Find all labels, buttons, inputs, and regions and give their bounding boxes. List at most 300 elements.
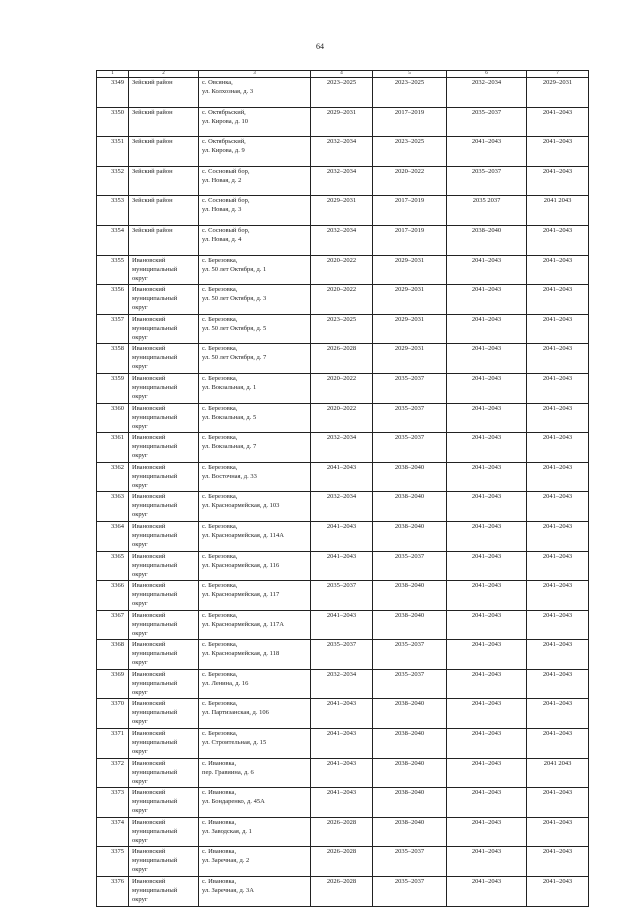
district-line: округ <box>132 896 148 904</box>
district-cell <box>129 462 199 492</box>
district-line: муниципальный <box>132 295 178 303</box>
period-cell-c4: 2041–2043 <box>311 551 373 581</box>
district-cell <box>129 196 199 226</box>
address-line: с. Ивановка, <box>202 848 237 856</box>
address-line: с. Березовка, <box>202 315 238 323</box>
district-line: Ивановский <box>132 730 166 738</box>
column-number: 7 <box>527 71 589 78</box>
row-number-cell: 3352 <box>97 166 129 196</box>
address-cell <box>199 699 311 729</box>
district-line: округ <box>132 866 148 874</box>
period-cell-c7: 2041–2043 <box>527 699 589 729</box>
table-row <box>97 373 589 403</box>
period-cell-c5: 2017–2019 <box>373 107 447 137</box>
address-line: ул. Кирова, д. 10 <box>202 117 248 125</box>
address-cell <box>199 373 311 403</box>
district-line: Ивановский <box>132 256 166 264</box>
period-cell-c5: 2038–2040 <box>373 788 447 818</box>
page-number: 64 <box>316 42 324 51</box>
period-cell-c7: 2041 2043 <box>527 758 589 788</box>
address-line: ул. Красноармейская, д. 117 <box>202 591 280 599</box>
district-line: Зейский район <box>132 79 173 86</box>
district-cell <box>129 137 199 167</box>
address-cell <box>199 314 311 344</box>
district-line: Ивановский <box>132 522 166 530</box>
period-cell-c7: 2041–2043 <box>527 788 589 818</box>
table-row <box>97 166 589 196</box>
period-cell-c5: 2020–2022 <box>373 166 447 196</box>
period-cell-c5: 2035–2037 <box>373 640 447 670</box>
district-cell <box>129 669 199 699</box>
district-line: округ <box>132 333 148 341</box>
period-cell-c7: 2041 2043 <box>527 196 589 226</box>
period-cell-c7: 2041–2043 <box>527 462 589 492</box>
address-line: с. Березовка, <box>202 730 238 738</box>
row-number-cell: 3365 <box>97 551 129 581</box>
address-cell <box>199 225 311 255</box>
district-cell <box>129 847 199 877</box>
row-number-cell: 3355 <box>97 255 129 285</box>
address-cell <box>199 877 311 907</box>
district-line: округ <box>132 274 148 282</box>
column-number: 3 <box>199 71 311 78</box>
row-number-cell: 3372 <box>97 758 129 788</box>
period-cell-c6: 2035–2037 <box>447 107 527 137</box>
period-cell-c7: 2041–2043 <box>527 433 589 463</box>
district-line: Ивановский <box>132 611 166 619</box>
period-cell-c4: 2026–2028 <box>311 847 373 877</box>
period-cell-c6: 2041–2043 <box>447 521 527 551</box>
district-line: округ <box>132 688 148 696</box>
address-line: с. Октябрьский, <box>202 138 246 146</box>
row-number-cell: 3374 <box>97 817 129 847</box>
period-cell-c6: 2041–2043 <box>447 314 527 344</box>
table-row <box>97 699 589 729</box>
period-cell-c4: 2032–2034 <box>311 492 373 522</box>
district-line: округ <box>132 748 148 756</box>
table-row <box>97 847 589 877</box>
district-line: Ивановский <box>132 878 166 886</box>
district-line: муниципальный <box>132 383 178 391</box>
address-line: ул. Вокзальная, д. 7 <box>202 443 257 451</box>
address-line: ул. Ленина, д. 16 <box>202 679 249 687</box>
district-line: Ивановский <box>132 789 166 797</box>
district-line: Ивановский <box>132 345 166 353</box>
table-row <box>97 610 589 640</box>
table-row <box>97 314 589 344</box>
district-line: Ивановский <box>132 463 166 471</box>
address-line: ул. Кирова, д. 9 <box>202 147 245 155</box>
column-number-row <box>97 71 589 78</box>
period-cell-c5: 2035–2037 <box>373 433 447 463</box>
period-cell-c7: 2041–2043 <box>527 285 589 315</box>
address-cell <box>199 285 311 315</box>
period-cell-c7: 2041–2043 <box>527 225 589 255</box>
district-cell <box>129 521 199 551</box>
period-cell-c6: 2041–2043 <box>447 729 527 759</box>
row-number-cell: 3350 <box>97 107 129 137</box>
address-cell <box>199 847 311 877</box>
address-cell <box>199 640 311 670</box>
period-cell-c4: 2041–2043 <box>311 729 373 759</box>
address-line: ул. Партизанская, д. 106 <box>202 709 269 717</box>
period-cell-c5: 2038–2040 <box>373 758 447 788</box>
address-line: ул. Заречная, д. 2 <box>202 857 250 865</box>
district-cell <box>129 433 199 463</box>
address-cell <box>199 521 311 551</box>
district-line: муниципальный <box>132 798 178 806</box>
district-line: муниципальный <box>132 650 178 658</box>
address-line: ул. Строительная, д. 15 <box>202 739 267 747</box>
period-cell-c7: 2041–2043 <box>527 107 589 137</box>
district-line: Ивановский <box>132 848 166 856</box>
district-line: округ <box>132 540 148 548</box>
address-line: ул. Красноармейская, д. 117А <box>202 620 284 628</box>
address-line: с. Березовка, <box>202 582 238 590</box>
address-line: с. Октябрьский, <box>202 108 246 116</box>
row-number-cell: 3349 <box>97 78 129 108</box>
district-line: Ивановский <box>132 700 166 708</box>
address-line: с. Березовка, <box>202 434 238 442</box>
period-cell-c6: 2041–2043 <box>447 877 527 907</box>
period-cell-c7: 2041–2043 <box>527 373 589 403</box>
district-line: Ивановский <box>132 315 166 323</box>
address-cell <box>199 462 311 492</box>
address-cell <box>199 729 311 759</box>
period-cell-c4: 2041–2043 <box>311 788 373 818</box>
period-cell-c5: 2035–2037 <box>373 551 447 581</box>
period-cell-c5: 2038–2040 <box>373 462 447 492</box>
address-line: с. Березовка, <box>202 670 238 678</box>
district-line: Зейский район <box>132 197 173 205</box>
district-line: муниципальный <box>132 472 178 480</box>
period-cell-c4: 2023–2025 <box>311 78 373 108</box>
row-number-cell: 3357 <box>97 314 129 344</box>
period-cell-c6: 2041–2043 <box>447 788 527 818</box>
address-line: с. Березовка, <box>202 522 238 530</box>
address-line: с. Ивановка, <box>202 878 237 886</box>
period-cell-c5: 2035–2037 <box>373 373 447 403</box>
period-cell-c4: 2032–2034 <box>311 166 373 196</box>
table-row <box>97 729 589 759</box>
address-line: с. Ивановка, <box>202 818 237 826</box>
district-line: муниципальный <box>132 591 178 599</box>
address-line: ул. Новая, д. 2 <box>202 176 242 184</box>
address-line: с. Березовка, <box>202 463 238 471</box>
column-number: 6 <box>447 71 527 78</box>
column-number: 2 <box>129 71 199 78</box>
address-cell <box>199 107 311 137</box>
address-line: ул. Красноармейская, д. 116 <box>202 561 280 569</box>
period-cell-c5: 2029–2031 <box>373 255 447 285</box>
period-cell-c7: 2041–2043 <box>527 403 589 433</box>
row-number-cell: 3367 <box>97 610 129 640</box>
period-cell-c4: 2035–2037 <box>311 640 373 670</box>
row-number-cell: 3358 <box>97 344 129 374</box>
period-cell-c4: 2032–2034 <box>311 669 373 699</box>
district-cell <box>129 610 199 640</box>
housing-schedule-table <box>96 70 589 907</box>
district-line: муниципальный <box>132 827 178 835</box>
table-row <box>97 344 589 374</box>
table-row <box>97 137 589 167</box>
period-cell-c6: 2041–2043 <box>447 344 527 374</box>
district-line: муниципальный <box>132 324 178 332</box>
period-cell-c4: 2026–2028 <box>311 344 373 374</box>
period-cell-c7: 2041–2043 <box>527 492 589 522</box>
district-line: округ <box>132 718 148 726</box>
period-cell-c6: 2038–2040 <box>447 225 527 255</box>
address-line: ул. Новая, д. 3 <box>202 206 242 214</box>
period-cell-c7: 2041–2043 <box>527 551 589 581</box>
period-cell-c6: 2041–2043 <box>447 669 527 699</box>
period-cell-c4: 2020–2022 <box>311 403 373 433</box>
period-cell-c6: 2041–2043 <box>447 255 527 285</box>
district-cell <box>129 255 199 285</box>
district-line: муниципальный <box>132 502 178 510</box>
district-line: Ивановский <box>132 582 166 590</box>
address-line: с. Ивановка, <box>202 759 237 767</box>
address-line: с. Сосновый бор, <box>202 197 250 205</box>
address-line: ул. 50 лет Октября, д. 7 <box>202 354 267 362</box>
district-line: округ <box>132 807 148 815</box>
district-line: Ивановский <box>132 641 166 649</box>
row-number-cell: 3361 <box>97 433 129 463</box>
period-cell-c6: 2041–2043 <box>447 610 527 640</box>
address-cell <box>199 551 311 581</box>
table-row <box>97 788 589 818</box>
period-cell-c4: 2041–2043 <box>311 462 373 492</box>
district-cell <box>129 729 199 759</box>
district-line: муниципальный <box>132 768 178 776</box>
address-line: ул. 50 лет Октября, д. 3 <box>202 295 267 303</box>
period-cell-c4: 2023–2025 <box>311 314 373 344</box>
table-row <box>97 581 589 611</box>
period-cell-c6: 2041–2043 <box>447 285 527 315</box>
period-cell-c4: 2035–2037 <box>311 581 373 611</box>
address-line: с. Березовка, <box>202 641 238 649</box>
period-cell-c7: 2041–2043 <box>527 255 589 285</box>
period-cell-c5: 2035–2037 <box>373 669 447 699</box>
address-line: ул. Красноармейская, д. 103 <box>202 502 280 510</box>
period-cell-c7: 2041–2043 <box>527 581 589 611</box>
address-line: ул. Вокзальная, д. 1 <box>202 383 257 391</box>
address-line: ул. 50 лет Октября, д. 5 <box>202 324 267 332</box>
district-line: Ивановский <box>132 670 166 678</box>
period-cell-c5: 2017–2019 <box>373 225 447 255</box>
district-line: округ <box>132 392 148 400</box>
district-line: муниципальный <box>132 531 178 539</box>
period-cell-c7: 2041–2043 <box>527 344 589 374</box>
period-cell-c7: 2041–2043 <box>527 640 589 670</box>
address-line: ул. Бондаренко, д. 45А <box>202 798 265 806</box>
district-line: муниципальный <box>132 857 178 865</box>
period-cell-c6: 2032–2034 <box>447 78 527 108</box>
address-cell <box>199 137 311 167</box>
row-number-cell: 3363 <box>97 492 129 522</box>
period-cell-c7: 2029–2031 <box>527 78 589 108</box>
district-cell <box>129 758 199 788</box>
period-cell-c4: 2032–2034 <box>311 433 373 463</box>
district-line: округ <box>132 304 148 312</box>
table-row <box>97 285 589 315</box>
period-cell-c5: 2038–2040 <box>373 699 447 729</box>
period-cell-c6: 2041–2043 <box>447 640 527 670</box>
row-number-cell: 3366 <box>97 581 129 611</box>
address-line: с. Березовка, <box>202 552 238 560</box>
table-row <box>97 107 589 137</box>
district-cell <box>129 373 199 403</box>
address-line: с. Березовка, <box>202 493 238 501</box>
period-cell-c6: 2041–2043 <box>447 462 527 492</box>
address-line: с. Сосновый бор, <box>202 167 250 175</box>
period-cell-c5: 2038–2040 <box>373 492 447 522</box>
period-cell-c7: 2041–2043 <box>527 817 589 847</box>
period-cell-c6: 2041–2043 <box>447 492 527 522</box>
row-number-cell: 3359 <box>97 373 129 403</box>
address-cell <box>199 78 311 108</box>
address-line: с. Ивановка, <box>202 789 237 797</box>
table-row <box>97 78 589 108</box>
district-line: Зейский район <box>132 138 173 146</box>
district-line: муниципальный <box>132 887 178 895</box>
period-cell-c6: 2041–2043 <box>447 403 527 433</box>
table-row <box>97 225 589 255</box>
table-row <box>97 255 589 285</box>
table-row <box>97 551 589 581</box>
district-cell <box>129 877 199 907</box>
address-line: ул. Колхозная, д. 3 <box>202 88 254 95</box>
district-cell <box>129 344 199 374</box>
district-cell <box>129 581 199 611</box>
district-line: муниципальный <box>132 620 178 628</box>
address-cell <box>199 758 311 788</box>
table-row <box>97 492 589 522</box>
district-cell <box>129 640 199 670</box>
district-cell <box>129 403 199 433</box>
district-line: Зейский район <box>132 108 173 116</box>
column-number: 1 <box>97 71 129 78</box>
period-cell-c7: 2041–2043 <box>527 610 589 640</box>
period-cell-c4: 2041–2043 <box>311 610 373 640</box>
table-row <box>97 462 589 492</box>
period-cell-c4: 2032–2034 <box>311 225 373 255</box>
row-number-cell: 3362 <box>97 462 129 492</box>
address-line: ул. Вокзальная, д. 5 <box>202 413 257 421</box>
table-row <box>97 640 589 670</box>
address-line: ул. Красноармейская, д. 118 <box>202 650 280 658</box>
table-row <box>97 877 589 907</box>
address-cell <box>199 492 311 522</box>
district-line: Ивановский <box>132 759 166 767</box>
table-row <box>97 669 589 699</box>
address-cell <box>199 817 311 847</box>
district-line: Ивановский <box>132 818 166 826</box>
column-number: 5 <box>373 71 447 78</box>
district-line: муниципальный <box>132 739 178 747</box>
address-cell <box>199 255 311 285</box>
period-cell-c7: 2041–2043 <box>527 137 589 167</box>
period-cell-c7: 2041–2043 <box>527 847 589 877</box>
period-cell-c4: 2029–2031 <box>311 107 373 137</box>
district-cell <box>129 285 199 315</box>
row-number-cell: 3370 <box>97 699 129 729</box>
period-cell-c7: 2041–2043 <box>527 729 589 759</box>
period-cell-c6: 2041–2043 <box>447 551 527 581</box>
period-cell-c7: 2041–2043 <box>527 166 589 196</box>
period-cell-c7: 2041–2043 <box>527 669 589 699</box>
district-cell <box>129 551 199 581</box>
address-cell <box>199 669 311 699</box>
district-cell <box>129 166 199 196</box>
district-cell <box>129 492 199 522</box>
table-row <box>97 817 589 847</box>
row-number-cell: 3376 <box>97 877 129 907</box>
period-cell-c5: 2035–2037 <box>373 403 447 433</box>
period-cell-c4: 2029–2031 <box>311 196 373 226</box>
row-number-cell: 3371 <box>97 729 129 759</box>
period-cell-c6: 2041–2043 <box>447 137 527 167</box>
district-line: Ивановский <box>132 404 166 412</box>
address-line: с. Березовка, <box>202 404 238 412</box>
address-line: ул. Заречная, д. 3А <box>202 887 254 895</box>
address-cell <box>199 166 311 196</box>
address-line: с. Березовка, <box>202 700 238 708</box>
district-line: округ <box>132 570 148 578</box>
period-cell-c7: 2041–2043 <box>527 314 589 344</box>
address-line: пер. Гравиина, д. 6 <box>202 768 254 776</box>
address-line: ул. Красноармейская, д. 114А <box>202 531 284 539</box>
period-cell-c6: 2041–2043 <box>447 581 527 611</box>
district-line: округ <box>132 452 148 460</box>
row-number-cell: 3356 <box>97 285 129 315</box>
period-cell-c5: 2035–2037 <box>373 877 447 907</box>
table-row <box>97 196 589 226</box>
period-cell-c7: 2041–2043 <box>527 521 589 551</box>
period-cell-c5: 2038–2040 <box>373 817 447 847</box>
address-cell <box>199 344 311 374</box>
address-line: ул. Новая, д. 4 <box>202 235 242 243</box>
period-cell-c6: 2035–2037 <box>447 166 527 196</box>
period-cell-c5: 2035–2037 <box>373 847 447 877</box>
district-line: муниципальный <box>132 265 178 273</box>
period-cell-c5: 2029–2031 <box>373 285 447 315</box>
period-cell-c6: 2041–2043 <box>447 373 527 403</box>
district-cell <box>129 107 199 137</box>
table-row <box>97 758 589 788</box>
address-cell <box>199 433 311 463</box>
period-cell-c5: 2023–2025 <box>373 137 447 167</box>
district-cell <box>129 225 199 255</box>
district-line: округ <box>132 629 148 637</box>
row-number-cell: 3368 <box>97 640 129 670</box>
period-cell-c6: 2041–2043 <box>447 817 527 847</box>
row-number-cell: 3375 <box>97 847 129 877</box>
period-cell-c5: 2038–2040 <box>373 521 447 551</box>
row-number-cell: 3354 <box>97 225 129 255</box>
table-row <box>97 403 589 433</box>
address-cell <box>199 610 311 640</box>
period-cell-c5: 2023–2025 <box>373 78 447 108</box>
address-line: с. Березовка, <box>202 345 238 353</box>
period-cell-c4: 2041–2043 <box>311 699 373 729</box>
row-number-cell: 3353 <box>97 196 129 226</box>
row-number-cell: 3360 <box>97 403 129 433</box>
address-cell <box>199 403 311 433</box>
period-cell-c6: 2035 2037 <box>447 196 527 226</box>
period-cell-c5: 2038–2040 <box>373 729 447 759</box>
address-line: ул. 50 лет Октября, д. 1 <box>202 265 267 273</box>
